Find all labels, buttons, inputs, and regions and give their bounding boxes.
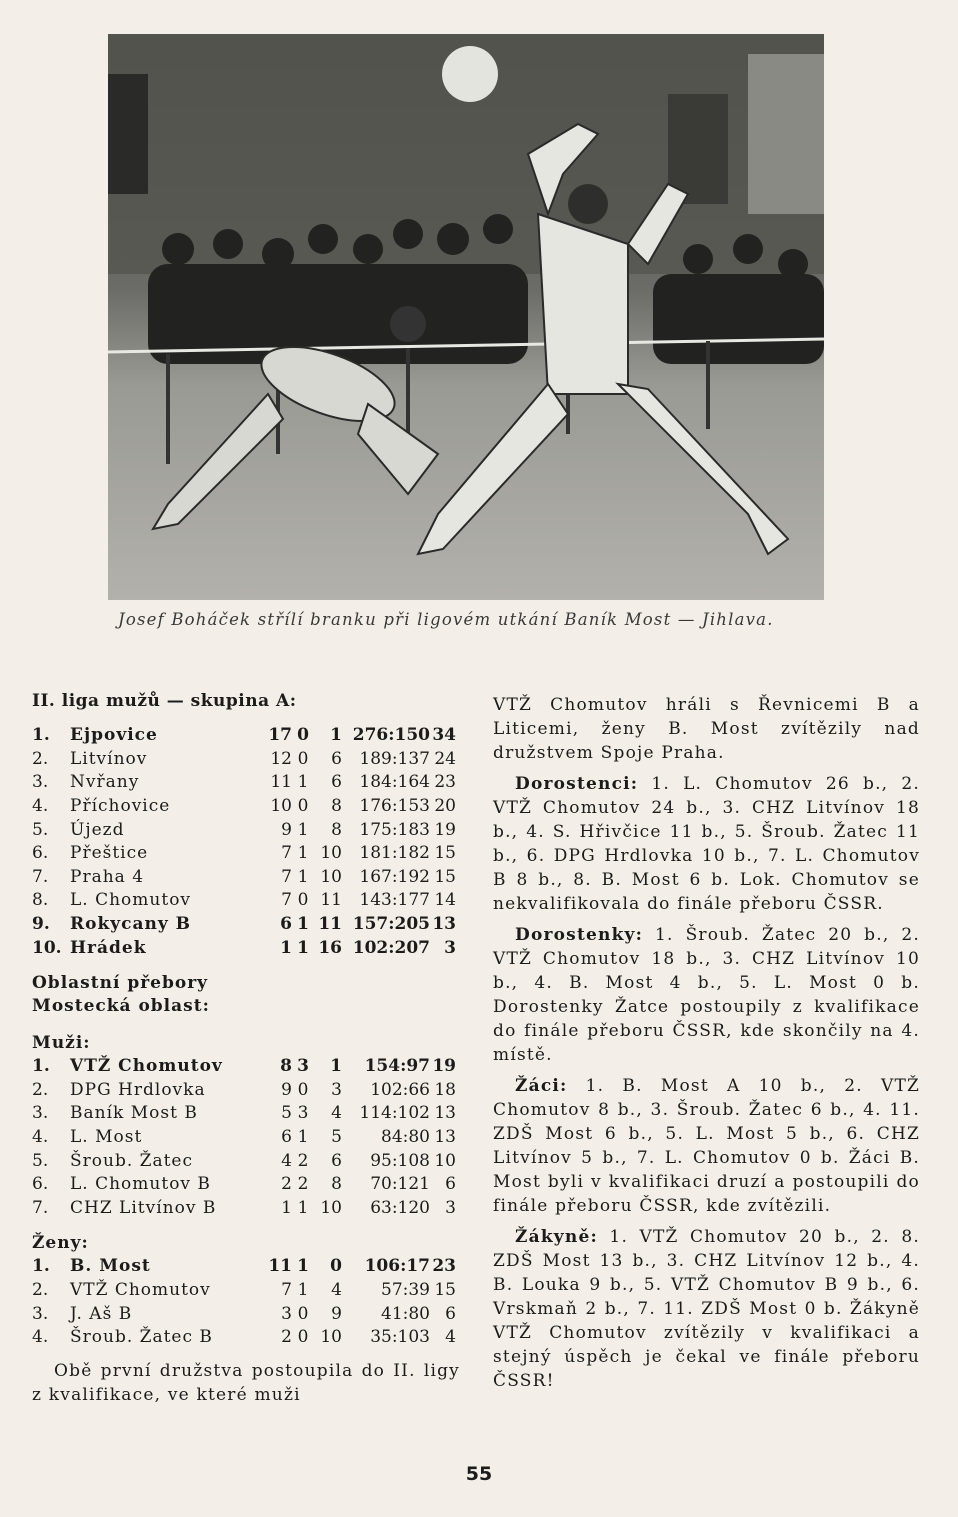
paragraph-dorostenky: Dorostenky: 1. Šroub. Žatec 20 b., 2. VTŽ Chomutov 18 b., 3. CHZ Litvínov 10 b., 4. B. Most 4 b., 5. L. Most 0 b. Dorostenky Žatce postoupily z kvalifikace do finále přeboru ČSSR, kde skončily na 4. místě. (493, 925, 920, 1065)
score-cell: 106:17 (364, 1256, 430, 1277)
draws-cell: 1 (297, 1127, 309, 1148)
losses-cell: 5 (331, 1127, 342, 1148)
points-cell: 23 (432, 1256, 456, 1277)
right-column (493, 693, 920, 1400)
score-cell: 276:150 (352, 725, 430, 746)
team-cell: Šroub. Žatec B (70, 1327, 213, 1348)
score-cell: 57:39 (381, 1279, 430, 1300)
score-cell: 176:153 (359, 796, 430, 817)
rank-cell: 1. (32, 725, 50, 746)
draws-cell: 0 (297, 1303, 309, 1324)
score-cell: 63:120 (370, 1197, 430, 1218)
points-cell: 23 (434, 772, 456, 793)
table-row (32, 1302, 456, 1326)
team-cell: Přeštice (70, 843, 149, 864)
draws-cell: 1 (297, 843, 309, 864)
muzi-title: Muži: (32, 1032, 91, 1053)
points-cell: 3 (444, 937, 456, 958)
paragraph-qualification-left: Obě první družstva postoupila do II. ligy z kvalifikace, ve které muži (32, 1361, 460, 1406)
rank-cell: 7. (32, 866, 49, 887)
paragraph-qualification-right: VTŽ Chomutov hráli s Řevnicemi B a Liticemi, ženy B. Most zvítězily nad družstvem Spoje Praha. (493, 695, 920, 763)
team-cell: Šroub. Žatec (70, 1150, 194, 1171)
points-cell: 3 (445, 1197, 456, 1218)
paragraph-zakyne: Žákyně: 1. VTŽ Chomutov 20 b., 2. 8. ZDŠ Most 13 b., 3. CHZ Litvínov 12 b., 4. B. Louka 9 b., 5. VTŽ Chomutov B 9 b., 6. Vrskmaň 2 b., 7. 11. ZDŠ Most 0 b. Žákyně VTŽ Chomutov zvítězily v kvalifikaci a stejný úspěch je čekal ve finále přeboru ČSSR! (493, 1227, 920, 1391)
points-cell: 15 (434, 1279, 456, 1300)
table-row (32, 1149, 456, 1173)
draws-cell: 1 (297, 914, 309, 935)
rank-cell: 4. (32, 1327, 49, 1348)
rank-cell: 4. (32, 1127, 49, 1148)
rank-cell: 9. (32, 914, 50, 935)
liga-table (32, 724, 456, 960)
team-cell: L. Chomutov B (70, 1174, 211, 1195)
points-cell: 19 (432, 1056, 456, 1077)
rank-cell: 1. (32, 1256, 50, 1277)
oblast-title-line2: Mostecká oblast: (32, 995, 210, 1016)
draws-cell: 1 (297, 819, 309, 840)
losses-cell: 1 (330, 725, 342, 746)
team-cell: DPG Hrdlovka (70, 1079, 206, 1100)
points-cell: 15 (434, 843, 456, 864)
score-cell: 175:183 (359, 819, 430, 840)
team-cell: Nvřany (70, 772, 140, 793)
wins-cell: 9 (281, 1079, 292, 1100)
wins-cell: 3 (281, 1303, 292, 1324)
wins-cell: 11 (268, 1256, 292, 1277)
losses-cell: 6 (331, 748, 342, 769)
losses-cell: 4 (331, 1279, 342, 1300)
losses-cell: 11 (320, 890, 342, 911)
rank-cell: 10. (32, 937, 62, 958)
table-row (32, 1102, 456, 1126)
draws-cell: 3 (297, 1056, 309, 1077)
score-cell: 84:80 (381, 1127, 430, 1148)
team-cell: Příchovice (70, 796, 171, 817)
wins-cell: 2 (281, 1327, 292, 1348)
left-column (32, 690, 460, 1414)
liga-title: II. liga mužů — skupina A: (32, 691, 297, 711)
losses-cell: 10 (320, 1197, 342, 1218)
table-row (32, 818, 456, 842)
muzi-table (32, 1055, 456, 1220)
table-row (32, 795, 456, 819)
table-row (32, 1079, 456, 1103)
points-cell: 10 (434, 1150, 456, 1171)
draws-cell: 1 (297, 866, 309, 887)
losses-cell: 3 (331, 1079, 342, 1100)
rank-cell: 5. (32, 1150, 49, 1171)
team-cell: Hrádek (70, 937, 147, 958)
points-cell: 15 (434, 866, 456, 887)
wins-cell: 11 (270, 772, 292, 793)
points-cell: 14 (434, 890, 456, 911)
points-cell: 6 (445, 1174, 456, 1195)
score-cell: 189:137 (359, 748, 430, 769)
photo-caption: Josef Boháček střílí branku při ligovém utkání Baník Most — Jihlava. (118, 610, 774, 629)
rank-cell: 2. (32, 748, 49, 769)
table-row (32, 724, 456, 748)
team-cell: J. Aš B (70, 1303, 133, 1324)
rank-cell: 2. (32, 1279, 49, 1300)
draws-cell: 0 (297, 796, 309, 817)
score-cell: 95:108 (370, 1150, 430, 1171)
losses-cell: 16 (318, 937, 342, 958)
wins-cell: 7 (281, 1279, 292, 1300)
wins-cell: 6 (281, 1127, 292, 1148)
score-cell: 41:80 (381, 1303, 430, 1324)
wins-cell: 4 (281, 1150, 292, 1171)
points-cell: 24 (434, 748, 456, 769)
team-cell: VTŽ Chomutov (70, 1279, 211, 1300)
score-cell: 102:66 (370, 1079, 430, 1100)
score-cell: 184:164 (359, 772, 430, 793)
handball-photo-drawing (108, 34, 824, 600)
wins-cell: 7 (281, 890, 292, 911)
table-row (32, 842, 456, 866)
wins-cell: 1 (280, 937, 292, 958)
table-row (32, 771, 456, 795)
team-cell: Ejpovice (70, 725, 158, 746)
oblast-title-line1: Oblastní přebory (32, 972, 209, 993)
points-cell: 4 (445, 1327, 456, 1348)
team-cell: VTŽ Chomutov (70, 1056, 223, 1077)
points-cell: 20 (434, 796, 456, 817)
draws-cell: 0 (297, 748, 309, 769)
draws-cell: 1 (297, 937, 309, 958)
wins-cell: 10 (270, 796, 292, 817)
rank-cell: 3. (32, 1103, 49, 1124)
score-cell: 154:97 (364, 1056, 430, 1077)
wins-cell: 17 (268, 725, 292, 746)
score-cell: 167:192 (359, 866, 430, 887)
losses-cell: 9 (331, 1303, 342, 1324)
paragraph-dorostenci: Dorostenci: 1. L. Chomutov 26 b., 2. VTŽ Chomutov 24 b., 3. CHZ Litvínov 18 b., 4. S. Hřivčice 11 b., 5. Šroub. Žatec 11 b., 6. DPG Hrdlovka 10 b., 7. L. Chomutov B 8 b., 8. B. Most 6 b. Lok. Chomutov se nekvalifikovala do finále přeboru ČSSR. (493, 774, 920, 914)
rank-cell: 5. (32, 819, 49, 840)
draws-cell: 1 (297, 1197, 309, 1218)
score-cell: 157:205 (352, 914, 430, 935)
draws-cell: 1 (297, 1256, 309, 1277)
losses-cell: 6 (331, 772, 342, 793)
losses-cell: 10 (320, 1327, 342, 1348)
team-cell: L. Chomutov (70, 890, 192, 911)
wins-cell: 8 (280, 1056, 292, 1077)
points-cell: 13 (434, 1103, 456, 1124)
zeny-title: Ženy: (32, 1233, 89, 1254)
rank-cell: 4. (32, 796, 49, 817)
losses-cell: 11 (318, 914, 342, 935)
team-cell: B. Most (70, 1256, 151, 1277)
team-cell: Litvínov (70, 748, 148, 769)
losses-cell: 8 (331, 1174, 342, 1195)
page-number: 55 (465, 1463, 493, 1485)
team-cell: Praha 4 (70, 866, 145, 887)
wins-cell: 12 (270, 748, 292, 769)
rank-cell: 3. (32, 772, 49, 793)
table-row (32, 889, 456, 913)
rank-cell: 7. (32, 1197, 49, 1218)
team-cell: CHZ Litvínov B (70, 1197, 217, 1218)
score-cell: 114:102 (359, 1103, 430, 1124)
losses-cell: 0 (330, 1256, 342, 1277)
score-cell: 35:103 (370, 1327, 430, 1348)
team-cell: L. Most (70, 1127, 143, 1148)
score-cell: 181:182 (359, 843, 430, 864)
table-row (32, 866, 456, 890)
table-row (32, 1197, 456, 1221)
draws-cell: 0 (297, 725, 309, 746)
wins-cell: 6 (280, 914, 292, 935)
table-row (32, 1279, 456, 1303)
losses-cell: 4 (331, 1103, 342, 1124)
paragraph-zaci: Žáci: 1. B. Most A 10 b., 2. VTŽ Chomutov 8 b., 3. Šroub. Žatec 6 b., 4. 11. ZDŠ Most 6 b., 5. L. Most 5 b., 6. CHZ Litvínov 5 b., 7. L. Chomutov 0 b. Žáci B. Most byli v kvalifikaci druzí a postoupili do finále přeboru ČSSR, kde zvítězili. (493, 1076, 920, 1216)
rank-cell: 3. (32, 1303, 49, 1324)
losses-cell: 8 (331, 819, 342, 840)
points-cell: 6 (445, 1303, 456, 1324)
draws-cell: 3 (297, 1103, 309, 1124)
team-cell: Rokycany B (70, 914, 192, 935)
team-cell: Újezd (70, 819, 125, 840)
table-row (32, 748, 456, 772)
losses-cell: 8 (331, 796, 342, 817)
table-row (32, 913, 456, 937)
points-cell: 18 (434, 1079, 456, 1100)
draws-cell: 2 (297, 1174, 309, 1195)
losses-cell: 10 (320, 866, 342, 887)
team-cell: Baník Most B (70, 1103, 198, 1124)
wins-cell: 7 (281, 866, 292, 887)
wins-cell: 1 (281, 1197, 292, 1218)
rank-cell: 6. (32, 843, 49, 864)
points-cell: 19 (434, 819, 456, 840)
table-row (32, 936, 456, 960)
wins-cell: 5 (281, 1103, 292, 1124)
wins-cell: 2 (281, 1174, 292, 1195)
draws-cell: 0 (297, 1327, 309, 1348)
rank-cell: 2. (32, 1079, 49, 1100)
points-cell: 13 (434, 1127, 456, 1148)
losses-cell: 6 (331, 1150, 342, 1171)
draws-cell: 0 (297, 890, 309, 911)
table-row (32, 1173, 456, 1197)
points-cell: 34 (432, 725, 456, 746)
table-row (32, 1326, 456, 1350)
handball-photo (108, 34, 824, 600)
draws-cell: 1 (297, 1279, 309, 1300)
zeny-table (32, 1255, 456, 1349)
table-row (32, 1055, 456, 1079)
losses-cell: 1 (330, 1056, 342, 1077)
rank-cell: 1. (32, 1056, 50, 1077)
table-row (32, 1126, 456, 1150)
rank-cell: 8. (32, 890, 49, 911)
table-row (32, 1255, 456, 1279)
points-cell: 13 (432, 914, 456, 935)
wins-cell: 7 (281, 843, 292, 864)
rank-cell: 6. (32, 1174, 49, 1195)
score-cell: 102:207 (352, 937, 430, 958)
losses-cell: 10 (320, 843, 342, 864)
draws-cell: 1 (297, 772, 309, 793)
score-cell: 143:177 (359, 890, 430, 911)
score-cell: 70:121 (370, 1174, 430, 1195)
draws-cell: 2 (297, 1150, 309, 1171)
draws-cell: 0 (297, 1079, 309, 1100)
wins-cell: 9 (281, 819, 292, 840)
